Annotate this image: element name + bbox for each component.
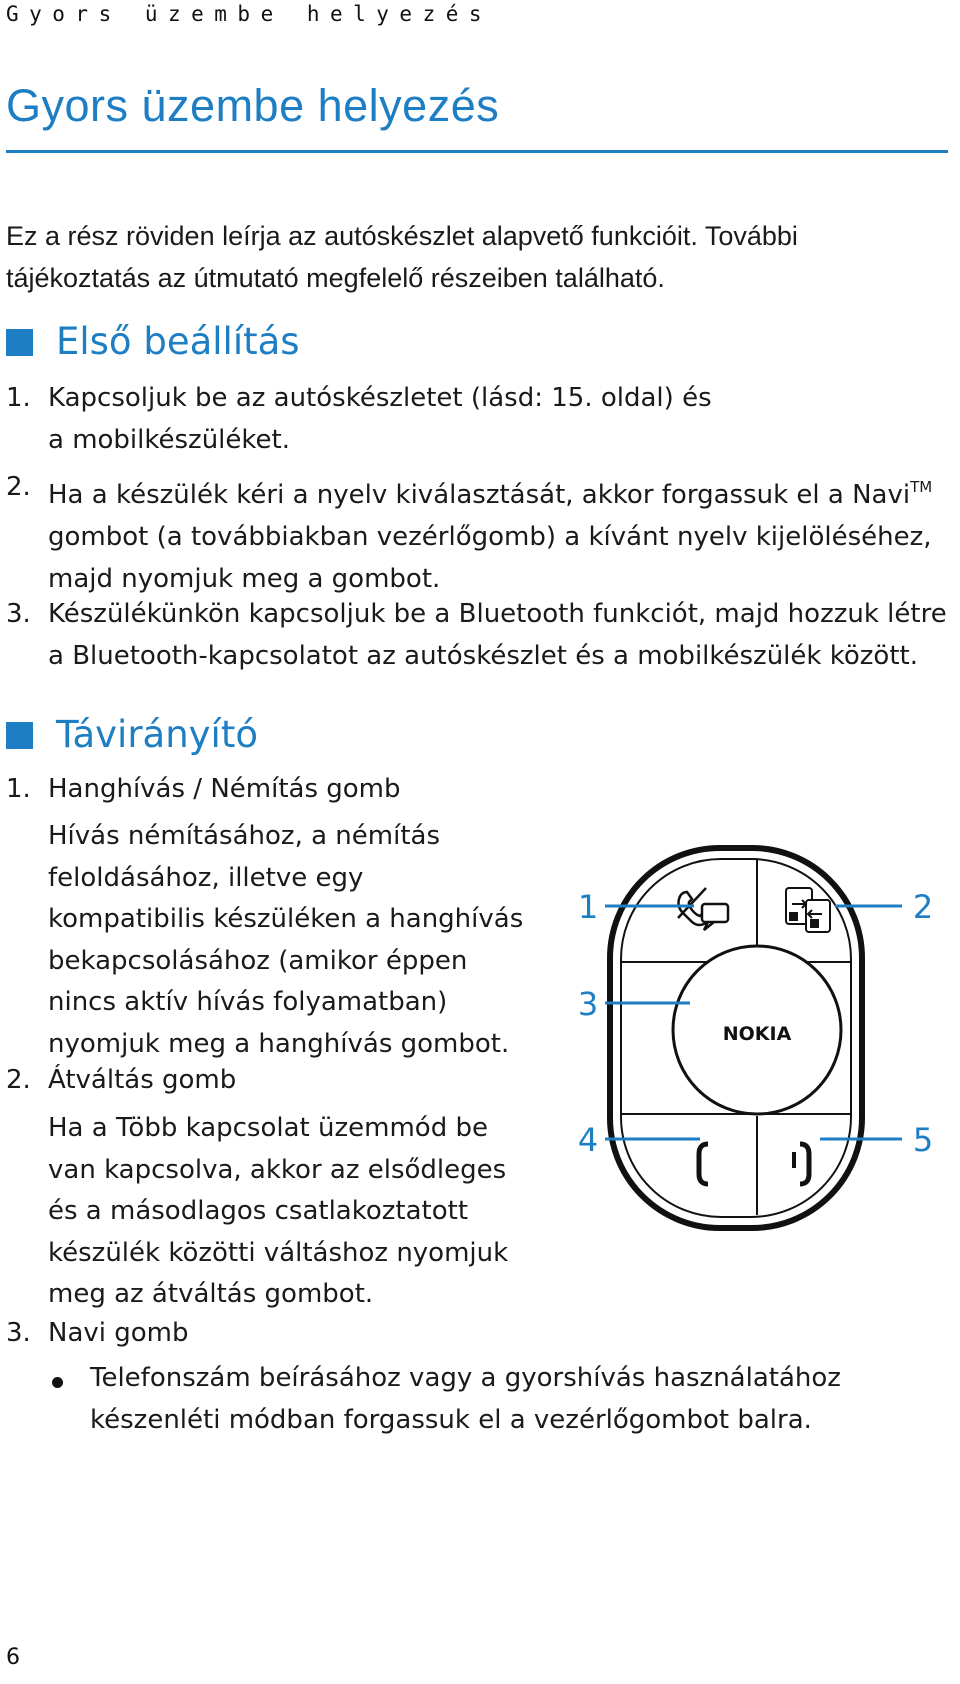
list-number: 2. — [6, 1065, 31, 1095]
page-title: Gyors üzembe helyezés — [6, 80, 500, 131]
desc-line: és a másodlagos csatlakoztatott — [48, 1196, 469, 1226]
trademark-mark: TM — [910, 478, 933, 496]
callout-label-4: 4 — [577, 1121, 599, 1159]
list-title: Átváltás gomb — [48, 1065, 237, 1095]
section-heading-text: Első beállítás — [56, 320, 300, 363]
desc-line: kompatibilis készüléken a hanghívás — [48, 904, 524, 934]
desc-line: Ha a Több kapcsolat üzemmód be — [48, 1113, 488, 1143]
item-description — [48, 1108, 508, 1316]
list-line: majd nyomjuk meg a gombot. — [48, 564, 441, 594]
title-divider — [6, 150, 948, 153]
desc-line: meg az átváltás gombot. — [48, 1279, 374, 1309]
callout-label-3: 3 — [577, 985, 599, 1023]
section-heading-text: Távirányító — [56, 713, 258, 756]
callout-label-5: 5 — [912, 1121, 934, 1159]
list-line: a mobilkészüléket. — [48, 425, 290, 455]
heading-square-icon — [6, 329, 33, 356]
list-line: Kapcsoljuk be az autóskészletet (lásd: 15. oldal) és — [48, 383, 712, 413]
section-heading-remote — [6, 713, 258, 756]
desc-line: nyomjuk meg a hanghívás gombot. — [48, 1028, 510, 1059]
nokia-logo: NOKIA — [722, 1023, 792, 1045]
intro-line: Ez a rész röviden leírja az autóskészlet alapvető funkcióit. További — [6, 221, 798, 251]
desc-line: nincs aktív hívás folyamatban) — [48, 987, 448, 1017]
bullet-icon — [52, 1377, 63, 1388]
list-number: 3. — [6, 599, 31, 629]
list-text — [48, 377, 712, 461]
desc-line: feloldásához, illetve egy — [48, 862, 364, 893]
intro-paragraph — [6, 215, 936, 299]
desc-line: Hívás némításához, a némítás — [48, 821, 440, 851]
intro-line: tájékoztatás az útmutató megfelelő részeiben található. — [6, 263, 665, 293]
list-number: 1. — [6, 383, 31, 413]
list-number: 3. — [6, 1318, 31, 1348]
bullet-text — [90, 1358, 841, 1441]
desc-line: bekapcsolásához (amikor éppen — [48, 945, 468, 976]
section-heading-first-setup — [6, 320, 300, 363]
list-line: Ha a készülék kéri a nyelv kiválasztását, akkor forgassuk el a Navi — [48, 480, 911, 510]
callout-label-2: 2 — [912, 888, 934, 926]
list-line: Készülékünkön kapcsoljuk be a Bluetooth funkciót, majd hozzuk létre — [48, 599, 947, 629]
list-text — [48, 593, 947, 677]
page-number: 6 — [6, 1645, 20, 1670]
item-description — [48, 816, 523, 1065]
desc-line: van kapcsolva, akkor az elsődleges — [48, 1154, 507, 1185]
list-number: 2. — [6, 472, 31, 502]
callout-label-1: 1 — [577, 888, 599, 926]
desc-line: készülék közötti váltáshoz nyomjuk — [48, 1237, 509, 1268]
list-line: gombot (a továbbiakban vezérlőgomb) a kívánt nyelv kijelöléséhez, — [48, 522, 932, 552]
remote-control-figure — [520, 820, 940, 1240]
bullet-line: Telefonszám beírásához vagy a gyorshívás használatához — [90, 1363, 841, 1393]
list-text — [48, 466, 932, 600]
list-title: Navi gomb — [48, 1318, 189, 1348]
bullet-line: készenléti módban forgassuk el a vezérlőgombot balra. — [90, 1404, 812, 1435]
list-title: Hanghívás / Némítás gomb — [48, 774, 401, 804]
heading-square-icon — [6, 722, 33, 749]
list-line: a Bluetooth-kapcsolatot az autóskészlet és a mobilkészülék között. — [48, 641, 918, 671]
list-number: 1. — [6, 774, 31, 804]
running-header: Gyors üzembe helyezés — [6, 2, 493, 26]
